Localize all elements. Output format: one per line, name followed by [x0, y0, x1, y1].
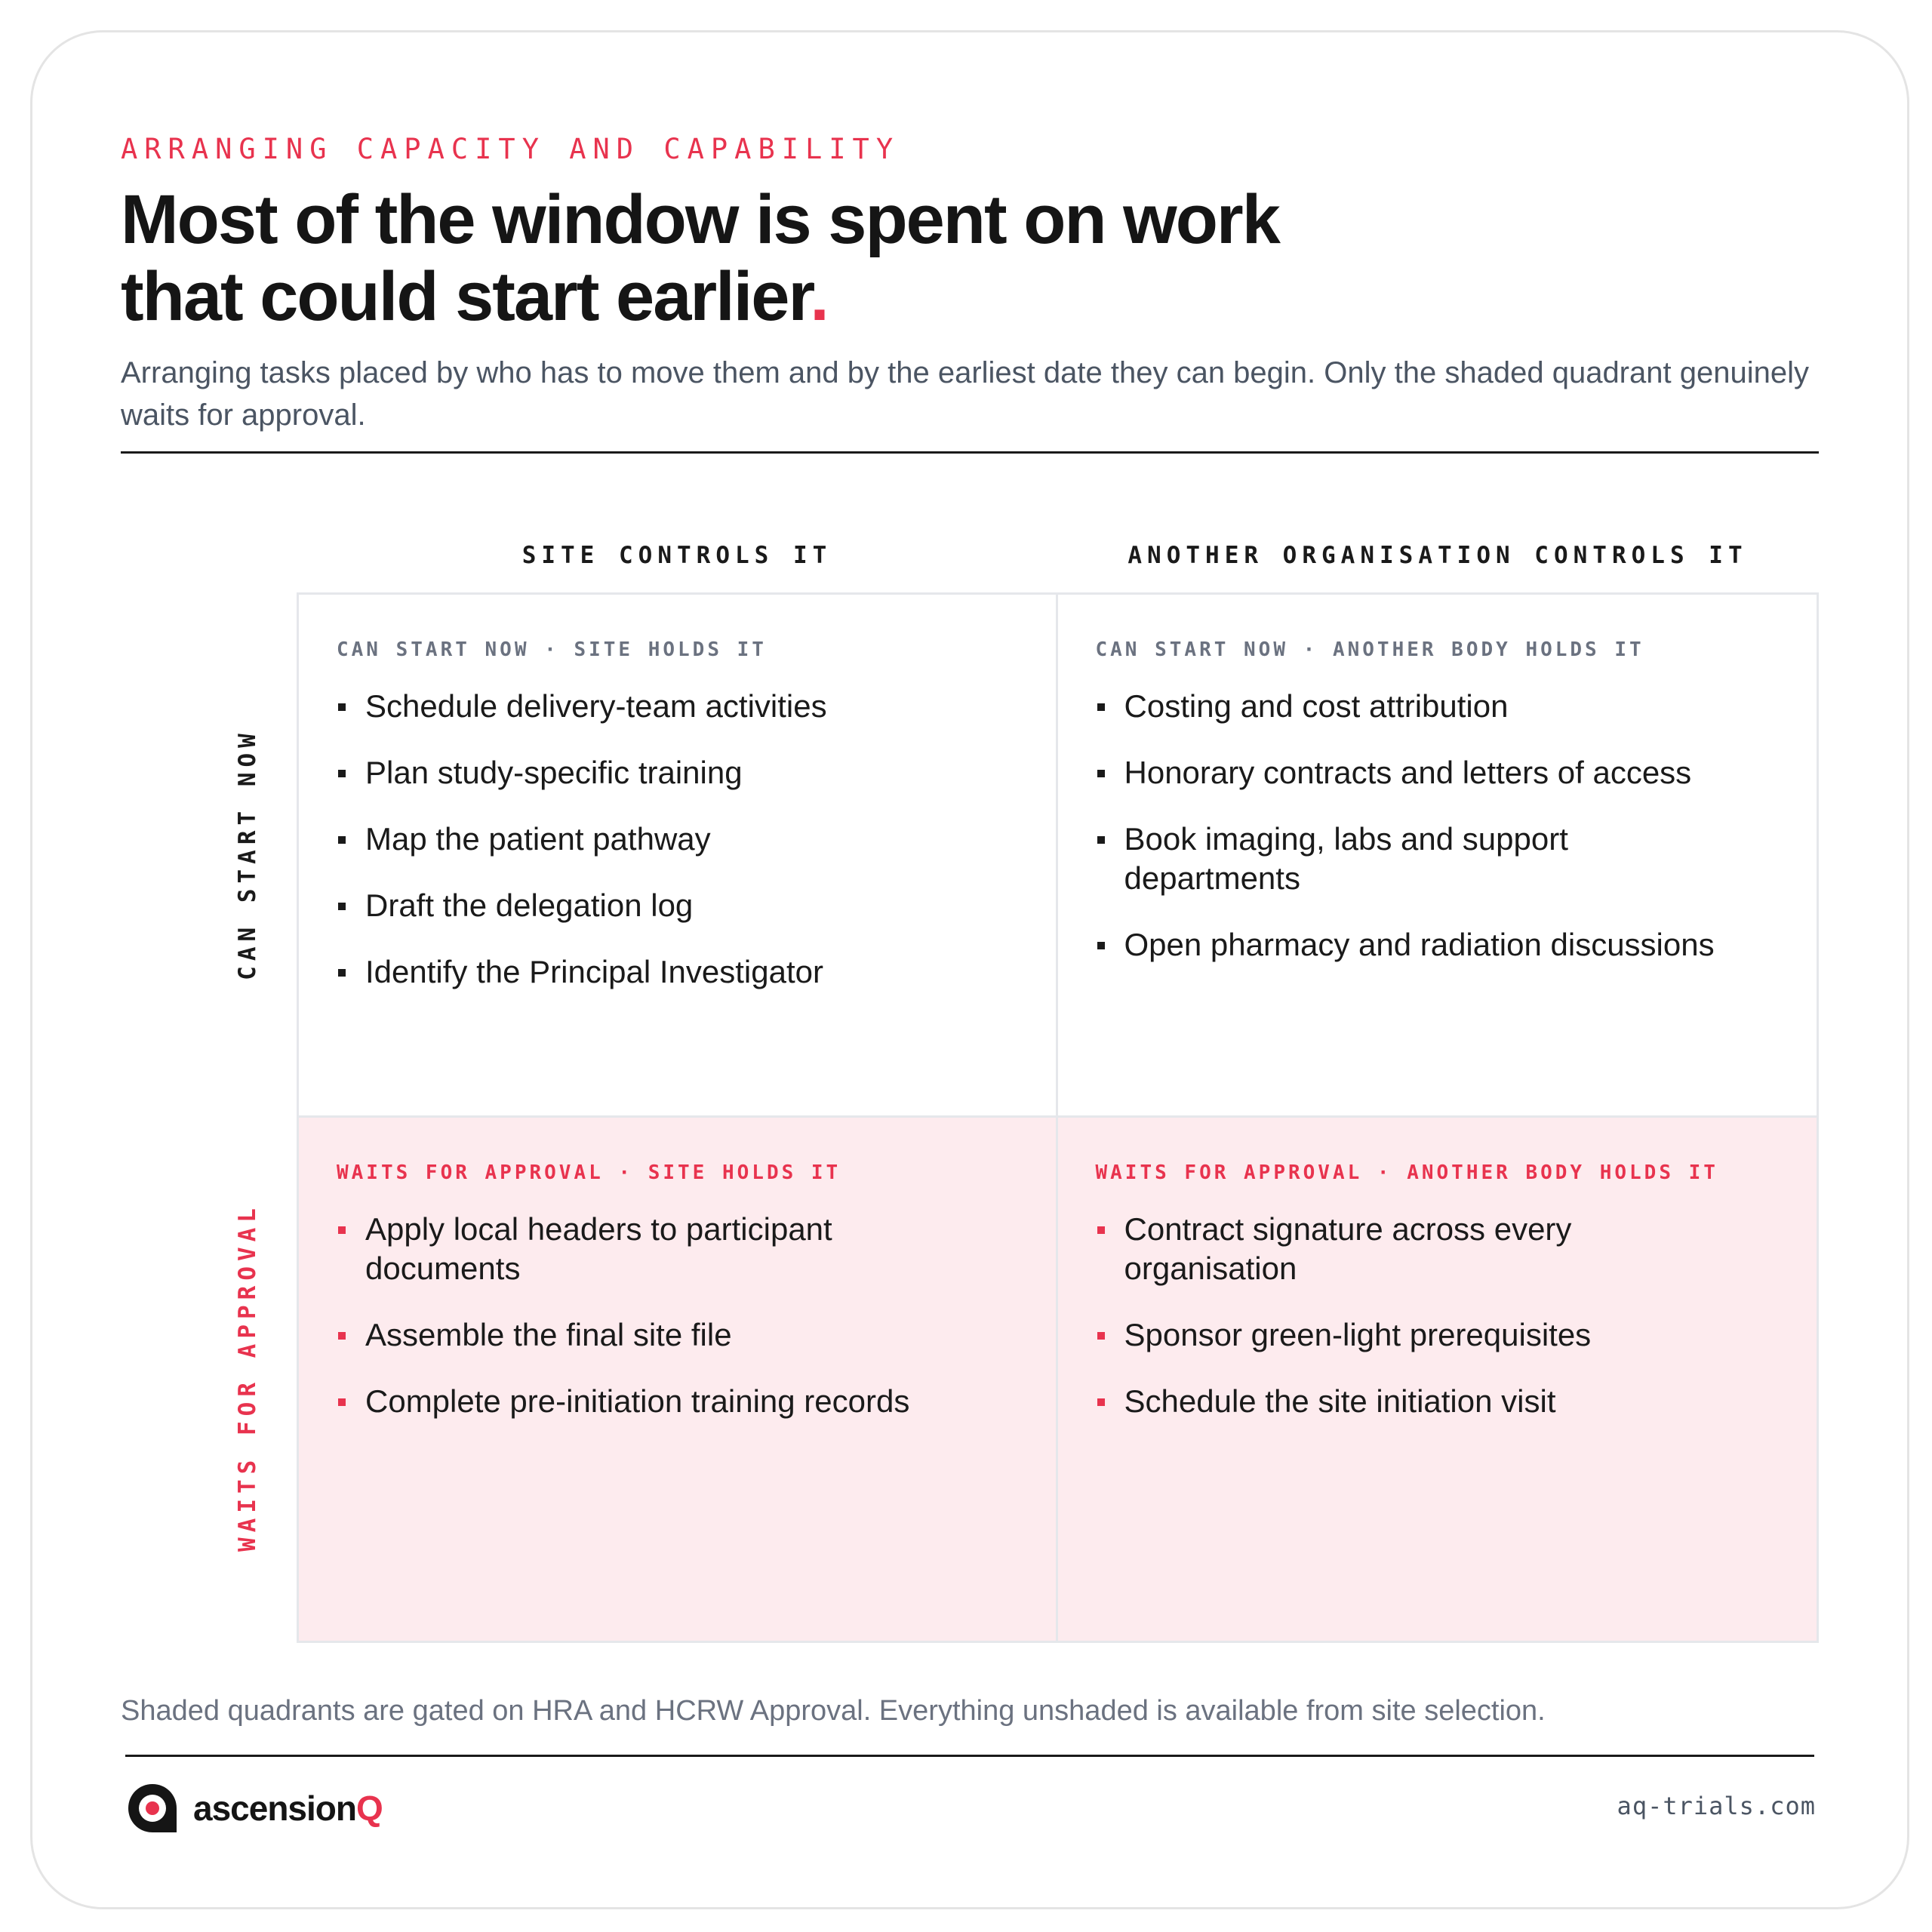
subtitle: Arranging tasks placed by who has to move them and by the earliest date they can begin. Only the shaded quadrant genuinely waits for approval. — [121, 356, 1809, 432]
column-header-site: SITE CONTROLS IT — [521, 542, 832, 569]
bullet-icon — [1097, 942, 1105, 949]
list-item: Schedule delivery-team activities — [337, 687, 986, 726]
eyebrow-label: ARRANGING CAPACITY AND CAPABILITY — [121, 133, 900, 165]
ascensionq-logo-icon — [125, 1781, 180, 1835]
quadrant-can-start-another — [1058, 595, 1817, 1118]
row-header-waits-for-approval: WAITS FOR APPROVAL — [234, 1203, 261, 1552]
bullet-icon — [1097, 770, 1105, 777]
quadrant-can-start-site — [299, 595, 1058, 1118]
task-list — [1096, 1210, 1817, 1421]
divider-top — [121, 451, 1819, 454]
site-url: aq-trials.com — [1617, 1792, 1816, 1820]
list-item: Draft the delegation log — [337, 886, 986, 925]
bullet-icon — [338, 770, 346, 777]
title-dot: . — [810, 258, 828, 335]
list-item: Schedule the site initiation visit — [1096, 1382, 1745, 1421]
list-item: Complete pre-initiation training records — [337, 1382, 986, 1421]
row-header-can-start-now: CAN START NOW — [234, 728, 261, 980]
title-line-1: Most of the window is spent on work — [121, 181, 1279, 258]
task-list — [1096, 687, 1817, 964]
quadrant-label: WAITS FOR APPROVAL · SITE HOLDS IT — [337, 1161, 841, 1184]
brand — [125, 1780, 383, 1837]
list-item: Book imaging, labs and support departments — [1096, 820, 1624, 898]
page-title — [121, 181, 1781, 335]
divider-bottom — [125, 1755, 1814, 1757]
quadrant-matrix — [297, 592, 1819, 1643]
bullet-icon — [338, 1226, 346, 1234]
column-header-another-organisation: ANOTHER ORGANISATION CONTROLS IT — [1128, 542, 1748, 569]
footnote: Shaded quadrants are gated on HRA and HCRW Approval. Everything unshaded is available from site selection. — [121, 1695, 1546, 1727]
quadrant-label: CAN START NOW · SITE HOLDS IT — [337, 638, 767, 661]
bullet-icon — [1097, 1226, 1105, 1234]
bullet-icon — [1097, 1332, 1105, 1340]
list-item: Assemble the final site file — [337, 1315, 986, 1355]
list-item: Honorary contracts and letters of access — [1096, 753, 1745, 792]
quadrant-label: CAN START NOW · ANOTHER BODY HOLDS IT — [1095, 638, 1644, 661]
bullet-icon — [1097, 1398, 1105, 1406]
bullet-icon — [338, 969, 346, 977]
title-line-2: that could start earlier — [121, 258, 811, 335]
list-item: Sponsor green-light prerequisites — [1096, 1315, 1745, 1355]
bullet-icon — [338, 903, 346, 910]
brand-name: ascensionQ — [193, 1789, 383, 1828]
bullet-icon — [1097, 836, 1105, 844]
list-item: Plan study-specific training — [337, 753, 986, 792]
task-list — [337, 1210, 1056, 1421]
list-item: Apply local headers to participant documents — [337, 1210, 865, 1288]
bullet-icon — [338, 1332, 346, 1340]
quadrant-label: WAITS FOR APPROVAL · ANOTHER BODY HOLDS IT — [1095, 1161, 1718, 1184]
list-item: Costing and cost attribution — [1096, 687, 1745, 726]
quadrant-waits-site — [299, 1118, 1058, 1641]
bullet-icon — [1097, 703, 1105, 711]
list-item: Identify the Principal Investigator — [337, 952, 986, 992]
list-item: Map the patient pathway — [337, 820, 986, 859]
bullet-icon — [338, 836, 346, 844]
task-list — [337, 687, 1056, 992]
bullet-icon — [338, 1398, 346, 1406]
quadrant-waits-another — [1058, 1118, 1817, 1641]
list-item: Open pharmacy and radiation discussions — [1096, 925, 1745, 964]
bullet-icon — [338, 703, 346, 711]
list-item: Contract signature across every organisation — [1096, 1210, 1624, 1288]
